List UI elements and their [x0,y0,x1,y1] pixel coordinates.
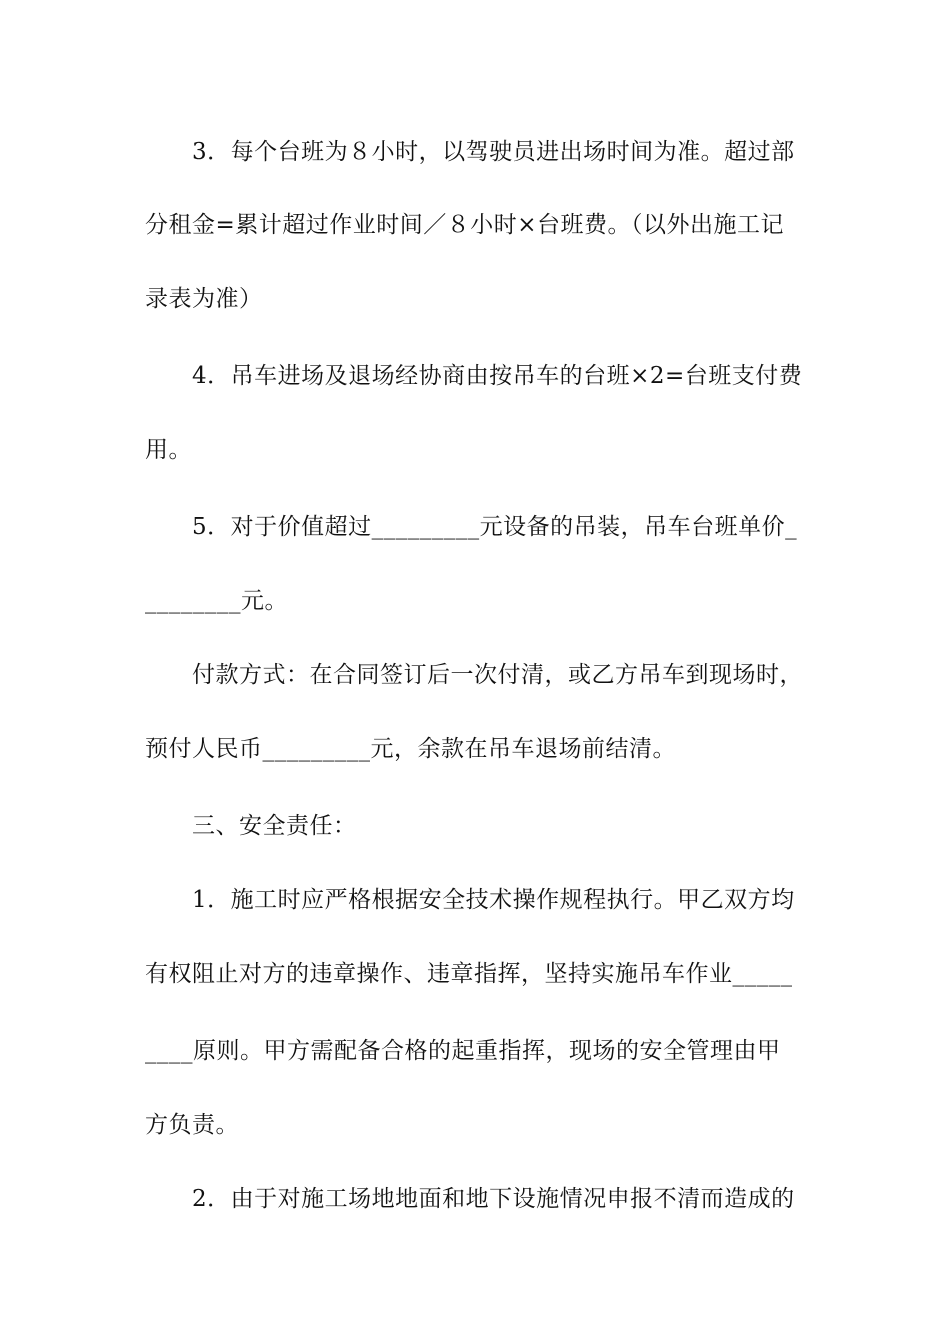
paragraph-5-line-2: ________元。 [145,588,288,614]
payment-method-line-1: 付款方式：在合同签订后一次付清，或乙方吊车到现场时， [192,662,803,688]
payment-method-line-2: 预付人民币_________元，余款在吊车退场前结清。 [145,736,676,762]
paragraph-4-line-1: 4．吊车进场及退场经协商由按吊车的台班×2=台班支付费 [192,363,803,389]
paragraph-3-line-1: 3．每个台班为８小时，以驾驶员进出场时间为准。超过部 [192,139,795,165]
safety-item-1-line-4: 方负责。 [145,1112,239,1138]
paragraph-3-line-2: 分租金=累计超过作业时间／８小时×台班费。（以外出施工记 [145,212,785,238]
paragraph-5-line-1: 5．对于价值超过_________元设备的吊装，吊车台班单价_ [192,514,798,540]
paragraph-3-line-3: 录表为准） [145,286,263,312]
section-heading-safety: 三、安全责任： [192,813,357,839]
safety-item-1-line-3: ____原则。甲方需配备合格的起重指挥，现场的安全管理由甲 [145,1038,781,1064]
paragraph-4-line-2: 用。 [145,437,192,463]
safety-item-1-line-2: 有权阻止对方的违章操作、违章指挥，坚持实施吊车作业_____ [145,961,793,987]
safety-item-1-line-1: 1．施工时应严格根据安全技术操作规程执行。甲乙双方均 [192,887,795,913]
safety-item-2-line-1: 2．由于对施工场地地面和地下设施情况申报不清而造成的 [192,1186,795,1212]
